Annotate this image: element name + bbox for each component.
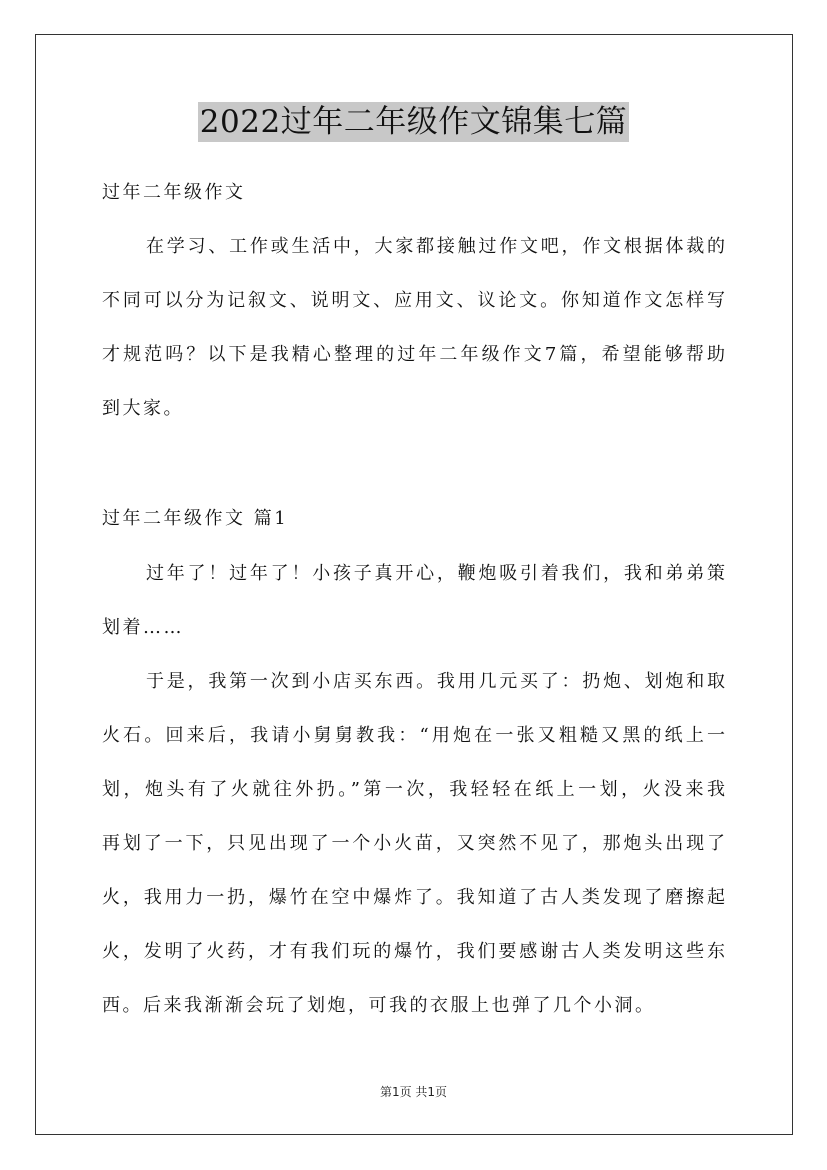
essay-line: 过年了！过年了！小孩子真开心，鞭炮吸引着我们，我和弟弟策 <box>146 563 725 584</box>
page-footer: 第1页 共1页 <box>379 1085 448 1099</box>
essay-line: 火石。回来后，我请小舅舅教我：“用炮在一张又粗糙又黑的纸上一 <box>102 725 725 746</box>
intro-line: 在学习、工作或生活中，大家都接触过作文吧，作文根据体裁的 <box>146 236 725 257</box>
essay-line: 火，我用力一扔，爆竹在空中爆炸了。我知道了古人类发现了磨擦起 <box>102 887 725 908</box>
document-title: 2022过年二年级作文锦集七篇 <box>199 104 628 140</box>
essay-line: 划，炮头有了火就往外扔。”第一次，我轻轻在纸上一划，火没来我 <box>102 779 725 800</box>
intro-line: 才规范吗？以下是我精心整理的过年二年级作文7篇，希望能够帮助 <box>102 344 725 365</box>
essay-heading: 过年二年级作文 篇1 <box>102 508 289 529</box>
essay-line: 于是，我第一次到小店买东西。我用几元买了：扔炮、划炮和取 <box>146 671 725 692</box>
section-heading: 过年二年级作文 <box>102 182 246 203</box>
title-container <box>0 102 827 142</box>
essay-line: 西。后来我渐渐会玩了划炮，可我的衣服上也弹了几个小洞。 <box>102 995 656 1016</box>
essay-line: 划着…… <box>102 617 184 638</box>
intro-line: 到大家。 <box>102 398 184 419</box>
essay-line: 火，发明了火药，才有我们玩的爆竹，我们要感谢古人类发明这些东 <box>102 941 725 962</box>
intro-line: 不同可以分为记叙文、说明文、应用文、议论文。你知道作文怎样写 <box>102 290 725 311</box>
essay-line: 再划了一下，只见出现了一个小火苗，又突然不见了，那炮头出现了 <box>102 833 725 854</box>
